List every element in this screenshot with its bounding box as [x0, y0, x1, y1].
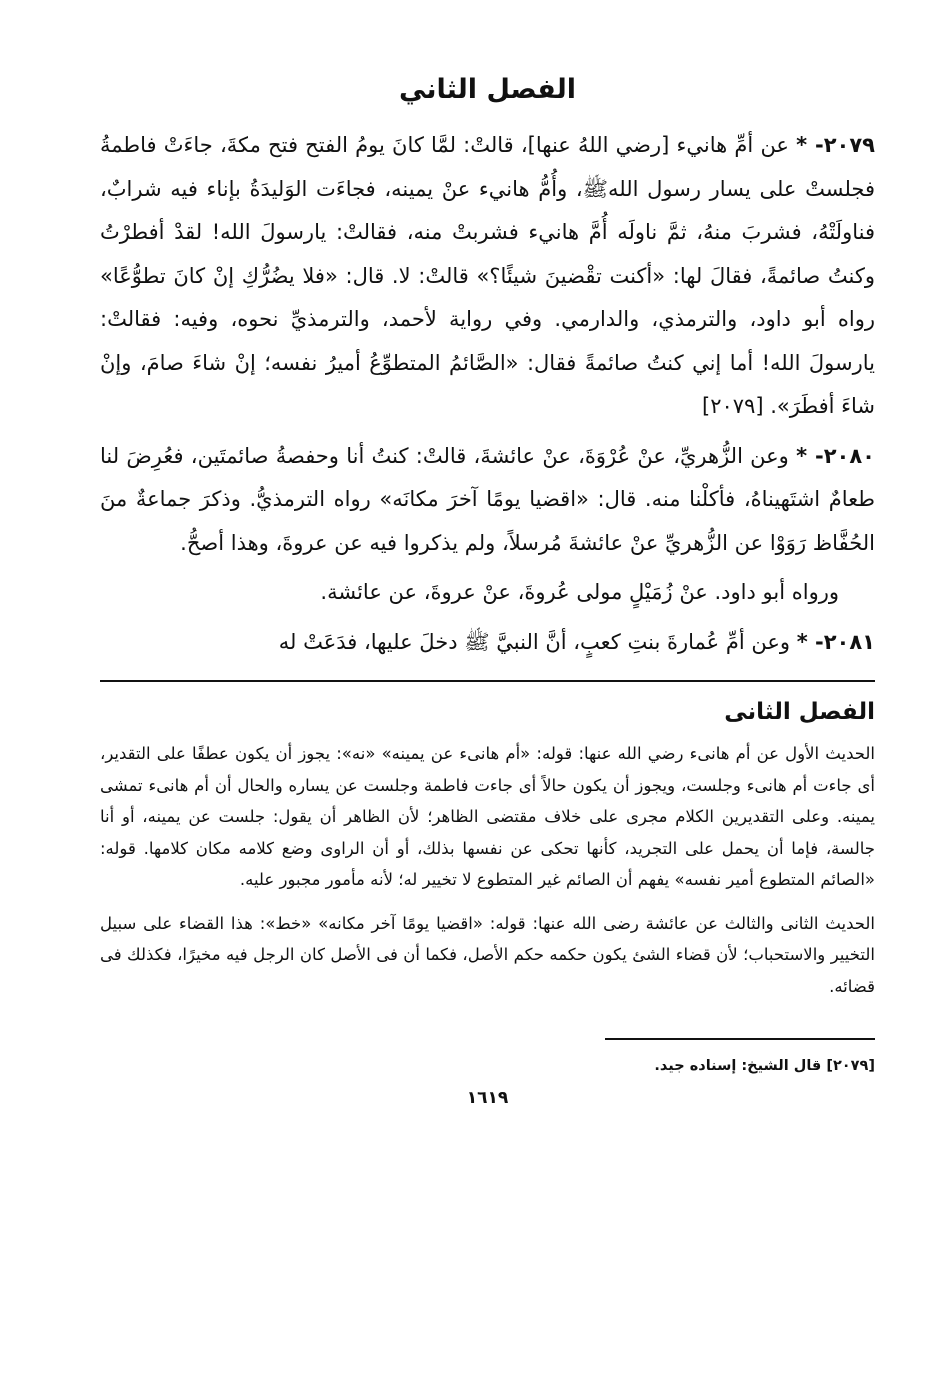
- footnote-divider: [605, 1038, 875, 1040]
- hadith-text: وعن الزُّهريِّ، عنْ عُرْوَةَ، عنْ عائشةَ، قالتْ: كنتُ أنا وحفصةُ صائمتَين، فعُرِضَ لنا طعامٌ اشتَهيناهُ، فأكلْنا منه. قال: «اقضيا يومًا آخرَ مكانَه» رواه الترمذيُّ. وذكرَ جماعةٌ منَ الحُفَّاظ رَوَوْا عن الزُّهريِّ عنْ عائشةَ مُرسلاً، ولم يذكروا فيه عن عروةَ، وهذا أصحُّ.: [100, 443, 875, 555]
- commentary-paragraph: الحديث الأول عن أم هانىء رضي الله عنها: قوله: «أم هانىء عن يمينه» «نه»: يجوز أن يكون عطفًا على التقدير، أى جاءت أم هانىء وجلست، ويجوز أن يكون حالاً أى جاءت فاطمة وجلست عن يساره والحال أن أم هانىء تمشى يمينه. وعلى التقديرين الكلام مجرى على خلاف مقتضى الظاهر؛ لأن الظاهر أن يقول: جلست عن يمينه، أو أنا جالسة، فإما أن يحمل على التجريد، كأنها تحكى عن نفسها بذلك، أو أن الراوى وضع كلامه مكان كلامها. قوله: «الصائم المتطوع أمير نفسه» يفهم أن الصائم غير المتطوع لا تخيير له؛ لأنه مأمور مجبور عليه.: [100, 744, 875, 889]
- commentary-title: الفصل الثانى: [724, 699, 875, 725]
- page-number: ١٦١٩: [466, 1088, 509, 1108]
- footnote: [٢٠٧٩] قال الشيخ: إسناده جيد.: [654, 1058, 875, 1074]
- hadith-text: ورواه أبو داود. عنْ زُمَيْلٍ مولى عُروةَ، عنْ عروةَ، عن عائشة.: [320, 580, 839, 604]
- chapter-title: الفصل الثاني: [399, 74, 576, 105]
- hadith-text: وعن أمِّ عُمارةَ بنتِ كعبٍ، أنَّ النبيَّ ﷺ دخلَ عليها، فدَعَتْ له: [278, 629, 791, 654]
- section-divider: [100, 680, 875, 682]
- hadith-number: ٢٠٧٩- *: [796, 133, 875, 157]
- hadith-text: عن أمِّ هانيء [رضي اللهُ عنها]، قالتْ: لمَّا كانَ يومُ الفتح فتح مكةَ، جاءَتْ فاطمةُ فجلستْ على يسار رسول اللهﷺ، وأُمُّ هانيء عنْ يمينه، فجاءَت الوَليدَةُ بإناء فيه شرابٌ، فناولَتْهُ، فشربَ منهُ، ثمَّ ناولَه أُمَّ هانيء فشربتْ منه، فقالتْ: يارسولَ الله! لقدْ أفطرْتُ وكنتُ صائمةً، فقالَ لها: «أكنت تقْضينَ شيئًا؟» قالتْ: لا. قال: «فلا يضُرُّكِ إنْ كانَ تطوُّعًا» رواه أبو داود، والترمذي، والدارمي. وفي رواية لأحمد، والترمذيِّ نحوه، وفيه: فقالتْ: يارسولَ الله! أما إني كنتُ صائمةً فقال: «الصَّائمُ المتطوِّعُ أميرُ نفسه؛ إنْ شاءَ صامَ، وإنْ شاءَ أفطَرَ». [٢٠٧٩]: [100, 133, 875, 418]
- hadith-2080: [100, 435, 875, 566]
- hadith-2080-note: [100, 571, 875, 615]
- hadith-2079: [100, 124, 875, 429]
- hadith-2081: [100, 621, 875, 665]
- hadith-number: ٢٠٨١- *: [796, 629, 875, 654]
- document-page: [100, 60, 875, 1360]
- commentary-paragraph: الحديث الثانى والثالث عن عائشة رضى الله عنها: قوله: «اقضيا يومًا آخر مكانه» «خط»: هذا القضاء على سبيل التخيير والاستحباب؛ لأن قضاء الشئ يكون حكمه حكم الأصل، فكما أن فى الأصل كان الرجل فيه مخيرًا، فكذلك فى قضائه.: [100, 913, 875, 996]
- hadith-number: ٢٠٨٠- *: [796, 443, 875, 468]
